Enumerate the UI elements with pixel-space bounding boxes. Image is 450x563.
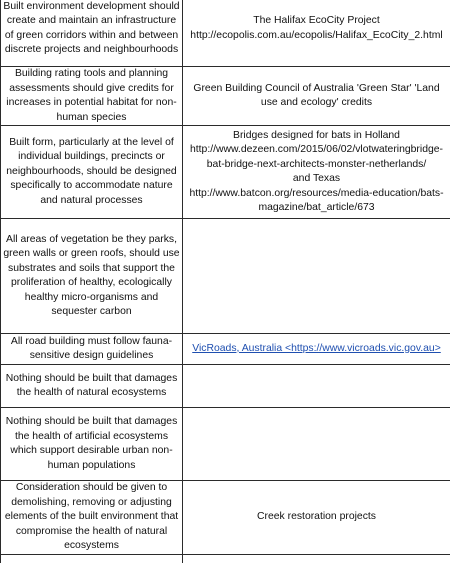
table-row xyxy=(1,219,450,334)
example-cell[interactable] xyxy=(183,408,450,481)
example-cell[interactable] xyxy=(183,0,450,67)
table-row xyxy=(1,481,450,555)
example-url: http://www.batcon.org/resources/media-education/bats-magazine/bat_article/673 xyxy=(189,187,444,213)
principle-cell[interactable]: Consideration should be given to demolishing, removing or adjusting elements of the built environment that compromise the health of natural ecosystems xyxy=(1,481,183,555)
principle-cell[interactable]: Built form, particularly at the level of individual buildings, precincts or neighbourhoods, should be designed specifically to accommodate nature and natural processes xyxy=(1,126,183,219)
table-row xyxy=(1,67,450,126)
example-cell[interactable] xyxy=(183,334,450,365)
example-cell[interactable] xyxy=(183,219,450,334)
example-line: and Texas xyxy=(292,173,341,184)
example-cell[interactable] xyxy=(183,365,450,408)
table-row xyxy=(1,365,450,408)
example-cell[interactable]: Green Building Council of Australia 'Green Star' 'Land use and ecology' credits xyxy=(183,67,450,126)
principle-cell[interactable]: Building rating tools and planning assessments should give credits for increases in potential habitat for non-human species xyxy=(1,67,183,126)
principle-cell[interactable]: All road building must follow fauna-sensitive design guidelines xyxy=(1,334,183,365)
vicroads-link[interactable]: VicRoads, Australia <https://www.vicroads.vic.gov.au> xyxy=(192,342,441,354)
principle-cell[interactable]: Built environment development should create and maintain an infrastructure of green corridors within and between discrete projects and neighbourhoods xyxy=(1,0,183,67)
example-cell[interactable] xyxy=(183,126,450,219)
table-row xyxy=(1,0,450,67)
principle-cell[interactable]: Nothing should be built that damages the health of artificial ecosystems which support desirable urban non-human populations xyxy=(1,408,183,481)
principle-cell[interactable] xyxy=(1,554,183,563)
example-cell[interactable] xyxy=(183,554,450,563)
table-row xyxy=(1,334,450,365)
example-url: http://ecopolis.com.au/ecopolis/Halifax_EcoCity_2.html xyxy=(190,29,443,41)
table-row xyxy=(1,408,450,481)
principle-cell[interactable]: Nothing should be built that damages the health of natural ecosystems xyxy=(1,365,183,408)
example-url: http://www.dezeen.com/2015/06/02/vlotwateringbridge-bat-bridge-next-architects-monster-netherlands/ xyxy=(190,144,443,170)
example-cell[interactable]: Creek restoration projects xyxy=(183,481,450,555)
principle-cell[interactable]: All areas of vegetation be they parks, green walls or green roofs, should use substrates and soils that support the proliferation of healthy, ecologically healthy micro-organisms and sequester carbon xyxy=(1,219,183,334)
example-line: The Halifax EcoCity Project xyxy=(253,15,380,26)
table-row xyxy=(1,554,450,563)
table-row xyxy=(1,126,450,219)
example-line: Bridges designed for bats in Holland xyxy=(233,129,400,141)
